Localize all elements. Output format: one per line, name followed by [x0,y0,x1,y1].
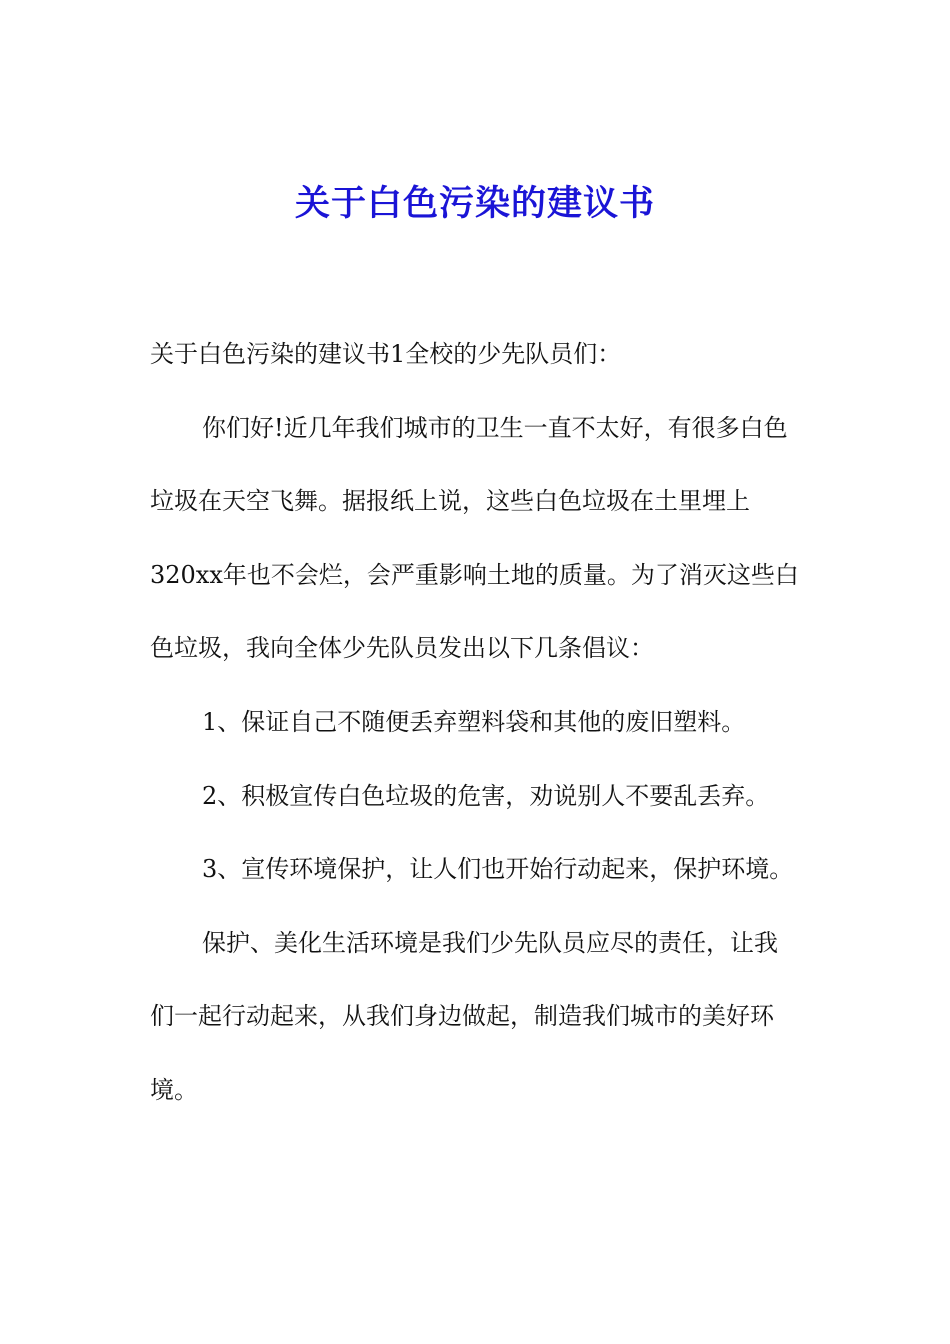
document-body [150,318,800,1128]
paragraph-item-2: 2、积极宣传白色垃圾的危害，劝说别人不要乱丢弃。 [202,781,770,810]
paragraph-item-3: 3、宣传环境保护，让人们也开始行动起来，保护环境。 [202,855,794,884]
paragraph-greeting: 关于白色污染的建议书1全校的少先队员们： [150,340,622,368]
paragraph-item-1: 1、保证自己不随便丢弃塑料袋和其他的废旧塑料。 [202,707,746,736]
paragraph-intro: 你们好!近几年我们城市的卫生一直不太好，有很多白色垃圾在天空飞舞。据报纸上说，这些白色垃圾在土里埋上320xx年也不会烂，会严重影响土地的质量。为了消灭这些白色垃圾，我向全体少先队员发出以下几条倡议： [150,413,799,663]
document-title: 关于白色污染的建议书 [294,183,655,224]
paragraph-closing: 保护、美化生活环境是我们少先队员应尽的责任，让我们一起行动起来，从我们身边做起，制造我们城市的美好环境。 [150,928,778,1104]
